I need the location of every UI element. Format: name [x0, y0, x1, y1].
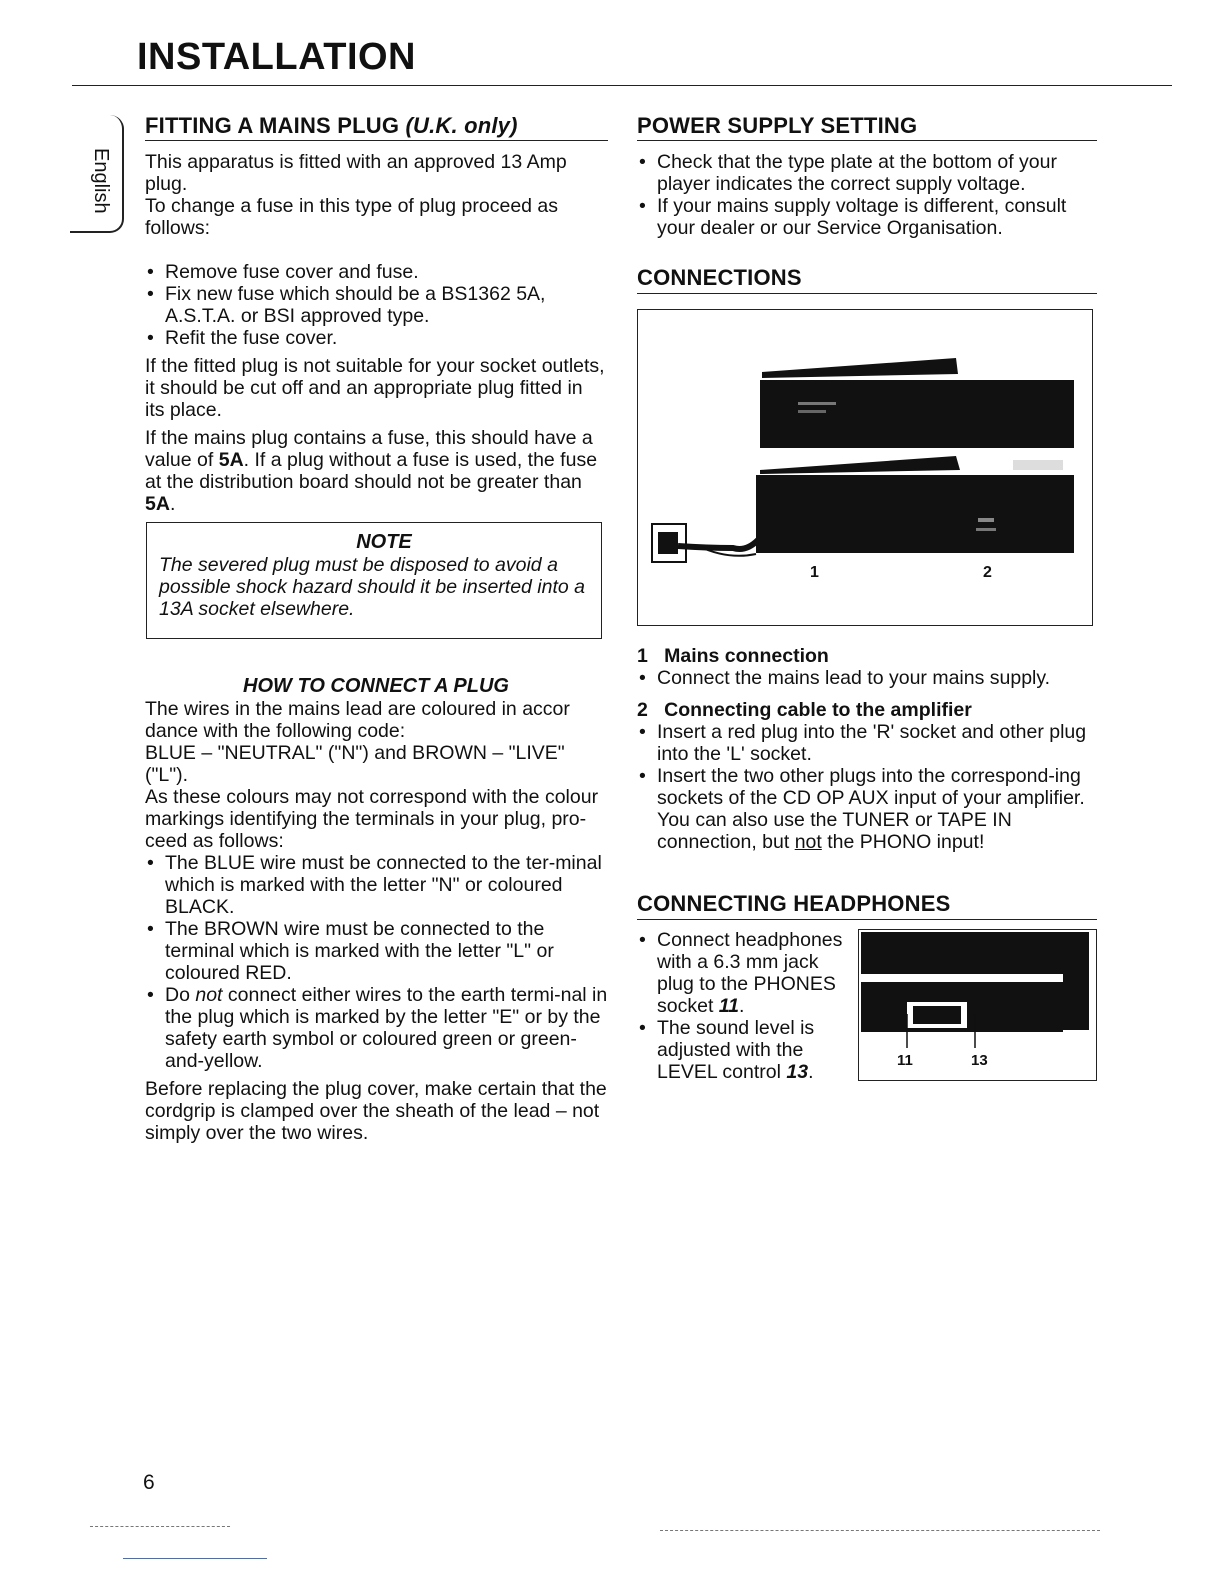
connections-title: CONNECTIONS	[637, 265, 802, 290]
howto-title: HOW TO CONNECT A PLUG	[243, 675, 509, 697]
power-title: POWER SUPPLY SETTING	[637, 113, 918, 138]
note-text: The severed plug must be disposed to avoid a possible shock hazard should it be inserted into a 13A socket elsewhere.	[159, 554, 586, 620]
connections-title-rule	[637, 293, 1097, 294]
closing-para: Before replacing the plug cover, make certain that the cordgrip is clamped over the sheath of the lead – not simply over the two wires.	[145, 1078, 607, 1144]
headphones-figure	[858, 929, 1097, 1081]
fuse-steps	[145, 261, 607, 515]
fig2-label-13: 13	[971, 1052, 988, 1069]
list-item: • Fix new fuse which should be a BS1362 5A, A.S.T.A. or BSI approved type.	[145, 283, 607, 327]
headphones-section	[637, 929, 857, 1083]
howto-code: BLUE – "NEUTRAL" ("N") and BROWN – "LIVE" ("L").	[145, 742, 565, 786]
howto-section	[145, 698, 610, 1144]
list-item: • The BLUE wire must be connected to the ter-minal which is marked with the letter "N" or coloured BLACK.	[145, 852, 610, 918]
list-item: • Insert the two other plugs into the correspond-ing sockets of the CD OP AUX input of your amplifier. You can also use the TUNER or TAPE IN connection, but not the PHONO input!	[637, 765, 1099, 853]
list-item: • Check that the type plate at the bottom of your player indicates the correct supply voltage.	[637, 151, 1099, 195]
page-number: 6	[143, 1471, 155, 1494]
para-cut: If the fitted plug is not suitable for your socket outlets, it should be cut off and an appropriate plug fitted in its place.	[145, 355, 605, 421]
connections-figure	[637, 309, 1093, 626]
list-item: • Do not connect either wires to the earth termi-nal in the plug which is marked by the letter "E" or by the safety earth symbol or coloured green or green-and-yellow.	[145, 984, 610, 1072]
power-section	[637, 151, 1099, 239]
connections-section	[637, 645, 1099, 853]
power-title-rule	[637, 140, 1097, 141]
title-rule	[72, 85, 1172, 86]
fitting-title: FITTING A MAINS PLUG (U.K. only)	[145, 113, 518, 138]
language-tab-label: English	[90, 148, 112, 214]
footer-dash-left	[90, 1526, 230, 1527]
conn2-heading: 2 Connecting cable to the amplifier	[637, 699, 972, 721]
howto-intro: The wires in the mains lead are coloured in accor dance with the following code:	[145, 698, 570, 742]
list-item: • The sound level is adjusted with the LEVEL control 13.	[637, 1017, 857, 1083]
list-item: • Insert a red plug into the 'R' socket and other plug into the 'L' socket.	[637, 721, 1099, 765]
headphones-title: CONNECTING HEADPHONES	[637, 891, 951, 916]
list-item: • Connect headphones with a 6.3 mm jack plug to the PHONES socket 11.	[637, 929, 857, 1017]
note-title: NOTE	[356, 531, 412, 553]
conn1-heading: 1 Mains connection	[637, 645, 829, 667]
list-item: • The BROWN wire must be connected to the terminal which is marked with the letter "L" or coloured RED.	[145, 918, 610, 984]
fig1-label-1: 1	[810, 564, 819, 581]
list-item: • Remove fuse cover and fuse.	[145, 261, 607, 283]
list-item: • Refit the fuse cover.	[145, 327, 607, 349]
footer-dash-right	[660, 1530, 1100, 1531]
fig1-label-2: 2	[983, 564, 992, 581]
intro-1: This apparatus is fitted with an approved 13 Amp plug.	[145, 151, 567, 195]
fitting-section	[145, 151, 605, 239]
intro-2: To change a fuse in this type of plug proceed as follows:	[145, 195, 559, 239]
list-item: • Connect the mains lead to your mains supply.	[637, 667, 1099, 689]
para-fuse: If the mains plug contains a fuse, this should have a value of 5A. If a plug without a fuse is used, the fuse at the distribution board should not be greater than 5A.	[145, 427, 598, 515]
fig2-label-11: 11	[897, 1052, 913, 1069]
list-item: • If your mains supply voltage is different, consult your dealer or our Service Organisation.	[637, 195, 1099, 239]
headphones-title-rule	[637, 919, 1097, 920]
fitting-title-rule	[145, 140, 608, 141]
footer-blue-line	[123, 1558, 267, 1559]
howto-note: As these colours may not correspond with the colour markings identifying the terminals in your plug, pro-ceed as follows:	[145, 786, 599, 852]
note-box	[146, 522, 602, 639]
page-title: INSTALLATION	[137, 36, 416, 78]
cd-player-amplifier-illustration	[638, 310, 1092, 625]
